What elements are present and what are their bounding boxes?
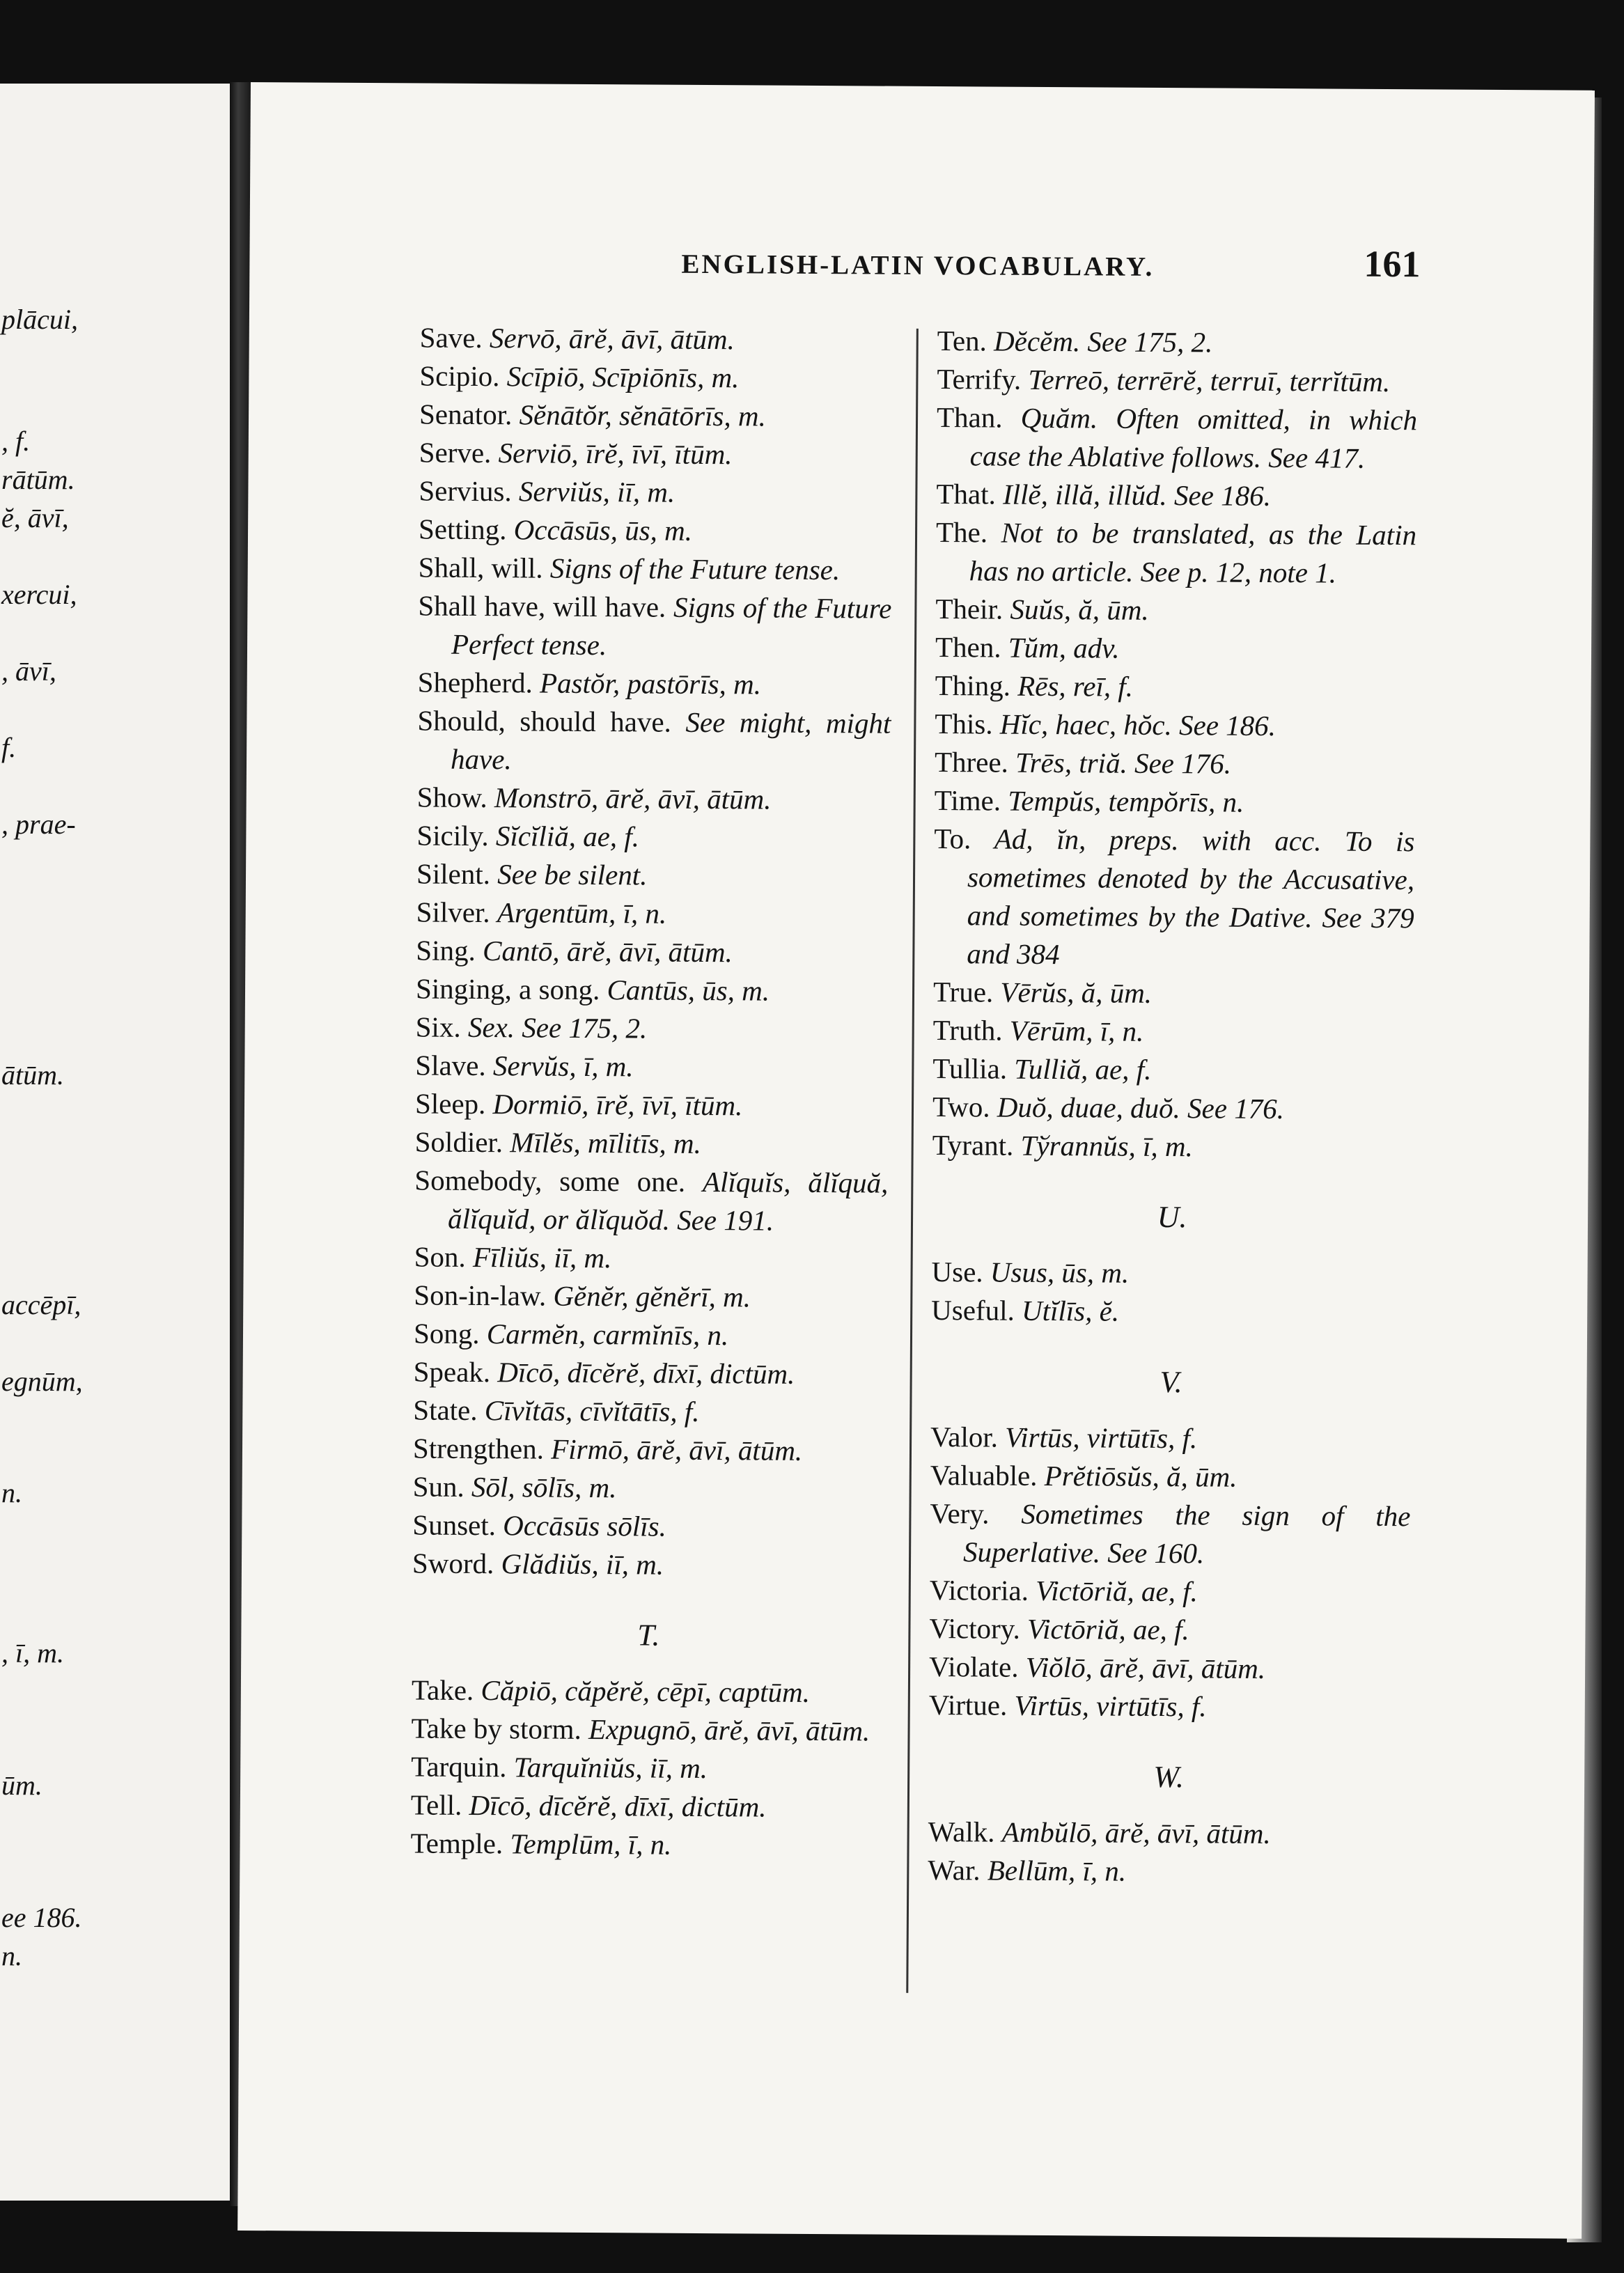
vocab-entry: [419, 548, 892, 589]
english-word: Sleep.: [414, 1087, 486, 1120]
english-word: Speak.: [413, 1355, 491, 1389]
english-word: Six.: [415, 1010, 461, 1043]
english-word: Sicily.: [416, 819, 489, 852]
english-word: Should, should have.: [417, 704, 672, 738]
latin-definition: Quăm. Often omitted, in which case the Ablative follows. See 417.: [969, 401, 1418, 474]
vocab-entry: [937, 398, 1418, 478]
latin-definition: Pastŏr, pastōrīs, m.: [539, 666, 762, 701]
latin-definition: Monstrō, ārĕ, āvī, ātūm.: [494, 781, 772, 815]
latin-definition: Carmĕn, carmĭnīs, n.: [486, 1318, 729, 1352]
english-word: Shall have, will have.: [418, 589, 666, 623]
vocab-entry: [411, 1747, 884, 1788]
vocab-entry: [929, 1686, 1410, 1727]
english-word: Tarquin.: [411, 1750, 507, 1783]
left-column: [410, 318, 893, 1865]
latin-definition: Servŭs, ī, m.: [492, 1049, 634, 1083]
vocab-entry: [418, 586, 892, 666]
latin-definition: Victōriă, ae, f.: [1026, 1612, 1189, 1646]
vocab-entry: [935, 590, 1416, 631]
latin-definition: Servō, ārĕ, āvī, ātūm.: [489, 322, 735, 356]
latin-definition: Suŭs, ă, ūm.: [1010, 593, 1149, 626]
vocab-entry: [929, 1609, 1410, 1650]
latin-definition: Bellūm, ī, n.: [987, 1854, 1127, 1887]
vocab-entry: [412, 1506, 886, 1547]
latin-definition: Mīlĕs, mīlitīs, m.: [510, 1126, 701, 1159]
latin-definition: Dīcō, dīcĕrĕ, dīxī, dictūm.: [469, 1788, 767, 1823]
english-word: Useful.: [931, 1294, 1015, 1327]
page-number: 161: [1364, 242, 1421, 286]
section-letter-u: U.: [1157, 1199, 1187, 1235]
latin-definition: Tulliă, ae, f.: [1014, 1052, 1152, 1086]
english-word: The.: [935, 516, 988, 549]
english-word: Than.: [936, 401, 1003, 434]
latin-definition: Virtūs, virtūtīs, f.: [1014, 1689, 1207, 1723]
vocab-entry: [413, 1429, 887, 1470]
latin-definition: Tўrannŭs, ī, m.: [1020, 1129, 1193, 1163]
english-word: Victoria.: [929, 1573, 1029, 1607]
vocab-entry: [935, 705, 1415, 746]
vocab-entry: [930, 1456, 1411, 1497]
vocab-entry: [413, 1467, 887, 1508]
vocab-entry: [414, 1161, 889, 1240]
vocab-entry: [932, 1126, 1413, 1167]
english-word: Setting.: [418, 513, 507, 546]
latin-definition: Duŏ, duae, duŏ. See 176.: [997, 1091, 1285, 1125]
vocab-entry: [416, 893, 890, 934]
latin-definition: Tŭm, adv.: [1008, 631, 1120, 664]
english-word: Son-in-law.: [414, 1279, 547, 1312]
english-word: Very.: [930, 1497, 990, 1530]
english-word: Valuable.: [930, 1458, 1038, 1492]
vocab-entry: [419, 395, 893, 436]
english-word: Take.: [411, 1673, 474, 1706]
english-word: That.: [936, 478, 996, 510]
latin-definition: See be silent.: [497, 858, 648, 891]
english-word: Victory.: [929, 1611, 1020, 1645]
english-word: Soldier.: [414, 1125, 503, 1159]
latin-definition: Argentūm, ī, n.: [497, 896, 667, 930]
vocab-entry: [930, 1494, 1411, 1574]
latin-definition: Viŏlō, ārĕ, āvī, ātūm.: [1025, 1650, 1266, 1685]
latin-definition: Sex. See 175, 2.: [467, 1010, 648, 1045]
vocab-entry: [410, 1824, 884, 1865]
latin-definition: Vērŭs, ă, ūm.: [1000, 976, 1153, 1009]
latin-definition: Signs of the Future tense.: [549, 552, 841, 586]
left-page-line: , āvī,: [1, 655, 56, 687]
vocab-entry: [932, 1049, 1413, 1091]
vocab-entry: [930, 1418, 1411, 1459]
english-word: Silent.: [416, 857, 491, 891]
english-word: Valor.: [930, 1420, 999, 1453]
latin-definition: Terreō, terrērĕ, terruī, terrĭtūm.: [1028, 363, 1391, 398]
latin-definition: Dīcō, dīcĕrĕ, dīxī, dictūm.: [497, 1356, 795, 1390]
left-page-line: ĕ, āvī,: [1, 502, 69, 533]
vocab-entry: [930, 1571, 1410, 1612]
latin-definition: Gĕnĕr, gĕnĕrī, m.: [553, 1279, 751, 1313]
vocab-entry: [417, 701, 891, 781]
vocab-entry: [419, 471, 892, 513]
left-page-line: ūm.: [1, 1770, 42, 1801]
vocab-entry: [411, 1786, 884, 1827]
vocab-entry: [935, 628, 1416, 669]
latin-definition: Virtūs, virtūtīs, f.: [1005, 1421, 1198, 1455]
vocab-entry: [414, 1237, 888, 1279]
vocab-entry: [937, 322, 1418, 363]
english-word: Ten.: [937, 325, 987, 357]
vocab-entry: [416, 931, 889, 972]
vocab-entry: [933, 973, 1414, 1014]
latin-definition: Cīvĭtās, cīvĭtātīs, f.: [484, 1394, 700, 1428]
vocab-entry: [412, 1671, 885, 1712]
section-letter-v: V.: [1160, 1365, 1182, 1400]
english-word: Tullia.: [932, 1052, 1008, 1085]
english-word: Violate.: [928, 1650, 1019, 1683]
english-word: Strengthen.: [412, 1432, 545, 1465]
latin-definition: Sĭcĭliă, ae, f.: [495, 820, 640, 853]
latin-definition: Utĭlīs, ĕ.: [1021, 1294, 1120, 1327]
vocab-entry: [414, 1314, 887, 1355]
vocab-entry: [419, 433, 893, 474]
vocab-entry: [936, 513, 1417, 593]
latin-definition: Sometimes the sign of the Superlative. See 160.: [962, 1497, 1411, 1570]
vocab-entry: [419, 510, 892, 551]
latin-definition: Sĕnātŏr, sĕnātōrīs, m.: [519, 398, 766, 432]
latin-definition: Căpiō, căpĕrĕ, cēpī, captūm.: [481, 1674, 811, 1708]
latin-definition: Signs of the Future Perfect tense.: [451, 591, 892, 662]
latin-definition: Illĕ, illă, illŭd. See 186.: [1002, 478, 1272, 512]
english-word: Sunset.: [412, 1508, 497, 1542]
vocab-entry: [416, 1008, 889, 1049]
vocab-entry: [413, 1391, 887, 1432]
left-page-line: ātūm.: [1, 1059, 64, 1091]
vocab-entry: [418, 663, 891, 704]
vocab-entry: [415, 1123, 889, 1164]
left-page-line: , f.: [1, 425, 31, 457]
vocab-entry: [414, 1352, 887, 1393]
latin-definition: Tempŭs, tempŏrīs, n.: [1008, 784, 1244, 818]
left-page-line: , prae-: [1, 809, 76, 840]
column-divider: [906, 329, 919, 1993]
latin-definition: Trēs, triă. See 176.: [1015, 746, 1232, 780]
english-word: State.: [413, 1393, 478, 1427]
vocab-entry: [928, 1813, 1409, 1854]
vocab-entry: [936, 475, 1416, 516]
vocab-entry: [935, 781, 1415, 822]
english-word: Terrify.: [937, 363, 1022, 396]
english-word: Take by storm.: [411, 1712, 581, 1745]
english-word: Save.: [419, 321, 483, 354]
english-word: Then.: [935, 631, 1001, 664]
latin-definition: Alĭquĭs, ălĭquă, ălĭquĭd, or ălĭquŏd. See 191.: [447, 1165, 889, 1237]
vocab-entry: [416, 969, 889, 1010]
latin-definition: Cantō, ārĕ, āvī, ātūm.: [482, 935, 733, 969]
english-word: Somebody, some one.: [414, 1164, 686, 1198]
vocab-entry: [931, 1291, 1412, 1332]
latin-definition: Hĭc, haec, hŏc. See 186.: [999, 708, 1276, 742]
vocab-entry: [415, 1084, 889, 1125]
vocab-entry: [412, 1544, 886, 1585]
latin-definition: Sōl, sōlīs, m.: [471, 1470, 617, 1504]
vocab-entry: [928, 1851, 1408, 1892]
right-column: [928, 322, 1418, 1892]
vocab-entry: [411, 1709, 884, 1750]
english-word: Show.: [416, 781, 487, 814]
english-word: Sword.: [412, 1547, 494, 1580]
english-word: Shall, will.: [418, 551, 543, 584]
latin-definition: Ambŭlō, ārĕ, āvī, ātūm.: [1001, 1815, 1271, 1850]
vocab-entry: [935, 743, 1415, 784]
latin-definition: Not to be translated, as the Latin has no article. See p. 12, note 1.: [969, 516, 1417, 589]
left-page-line: , ī, m.: [1, 1637, 64, 1669]
english-word: Slave.: [415, 1049, 486, 1082]
left-page-fragment: [0, 84, 244, 2201]
vocab-entry: [416, 854, 890, 896]
latin-definition: Firmō, ārĕ, āvī, ātūm.: [551, 1432, 803, 1467]
latin-definition: Templūm, ī, n.: [510, 1827, 672, 1861]
vocab-entry: [929, 1648, 1410, 1689]
latin-definition: Vērūm, ī, n.: [1009, 1014, 1144, 1047]
left-page-line: ee 186.: [1, 1902, 82, 1933]
english-word: This.: [935, 708, 993, 740]
latin-definition: Serviŭs, iī, m.: [518, 475, 676, 508]
left-page-line: egnūm,: [1, 1366, 83, 1397]
vocab-entry: [937, 360, 1417, 401]
english-word: Their.: [935, 593, 1004, 625]
left-page-line: f.: [1, 732, 17, 763]
section-letter-t: T.: [637, 1618, 660, 1653]
english-word: Tell.: [410, 1788, 462, 1821]
english-word: Tyrant.: [932, 1129, 1014, 1162]
english-word: Senator.: [419, 398, 513, 431]
latin-definition: Ad, ĭn, preps. with acc. To is sometimes denoted by the Accusative, and sometimes by the Dative. See 379 and 384: [967, 822, 1415, 971]
latin-definition: Occāsūs, ūs, m.: [513, 513, 693, 547]
latin-definition: Prĕtiōsŭs, ă, ūm.: [1044, 1460, 1237, 1493]
english-word: Son.: [414, 1240, 466, 1273]
latin-definition: Victōriă, ae, f.: [1036, 1574, 1198, 1608]
english-word: Serve.: [419, 436, 492, 469]
latin-definition: Serviō, īrĕ, īvī, ītūm.: [498, 437, 733, 471]
english-word: True.: [932, 976, 994, 1008]
left-page-line: n.: [1, 1477, 22, 1508]
english-word: Two.: [932, 1091, 990, 1123]
english-word: Walk.: [928, 1815, 995, 1848]
latin-definition: Cantūs, ūs, m.: [607, 974, 770, 1007]
english-word: Singing, a song.: [415, 972, 600, 1006]
english-word: Three.: [934, 746, 1009, 779]
latin-definition: Tarquĭniŭs, iī, m.: [513, 1751, 708, 1785]
left-page-line: accēpī,: [1, 1289, 81, 1320]
english-word: Thing.: [935, 669, 1011, 702]
english-word: Truth.: [932, 1014, 1003, 1047]
vocab-entry: [933, 1011, 1414, 1052]
vocab-entry: [933, 820, 1414, 976]
vocab-entry: [931, 1253, 1412, 1294]
vocab-entry: [420, 318, 893, 359]
english-word: Sun.: [412, 1470, 464, 1503]
left-page-line: xercui,: [1, 579, 77, 610]
latin-definition: Rēs, reī, f.: [1017, 669, 1134, 703]
vocab-entry: [415, 1046, 889, 1087]
english-word: To.: [934, 822, 971, 855]
vocab-entry: [932, 1088, 1413, 1129]
english-word: Servius.: [419, 474, 512, 508]
vocab-entry: [935, 666, 1416, 708]
left-page-line: plācui,: [1, 304, 78, 335]
left-page-line: rātūm.: [1, 464, 75, 495]
latin-definition: Fīliŭs, iī, m.: [472, 1240, 612, 1274]
vocab-entry: [414, 1276, 887, 1317]
left-page-line: n.: [1, 1940, 22, 1971]
vocab-entry: [417, 778, 891, 819]
english-word: Use.: [931, 1256, 983, 1288]
english-word: Time.: [934, 784, 1001, 817]
latin-definition: Glădiŭs, iī, m.: [501, 1547, 664, 1581]
english-word: Song.: [413, 1317, 480, 1350]
latin-definition: Usus, ūs, m.: [990, 1256, 1130, 1289]
english-word: Scipio.: [419, 359, 500, 393]
latin-definition: Occāsūs sōlīs.: [503, 1509, 666, 1542]
running-header: ENGLISH-LATIN VOCABULARY.: [681, 249, 1155, 282]
english-word: Silver.: [416, 896, 490, 929]
vocab-entry: [416, 816, 890, 857]
english-word: Temple.: [410, 1827, 503, 1860]
english-word: Virtue.: [928, 1688, 1008, 1721]
vocabulary-page: [237, 82, 1595, 2239]
english-word: Shepherd.: [417, 666, 533, 699]
section-letter-w: W.: [1153, 1759, 1185, 1795]
latin-definition: Dormiō, īrĕ, īvī, ītūm.: [492, 1088, 743, 1122]
english-word: Sing.: [416, 934, 476, 967]
latin-definition: Scīpiō, Scīpiōnīs, m.: [506, 360, 740, 394]
latin-definition: See might, might have.: [450, 705, 891, 776]
vocab-entry: [419, 357, 893, 398]
english-word: War.: [928, 1853, 981, 1887]
latin-definition: Dĕcĕm. See 175, 2.: [994, 325, 1213, 359]
latin-definition: Expugnō, ārĕ, āvī, ātūm.: [588, 1713, 870, 1747]
